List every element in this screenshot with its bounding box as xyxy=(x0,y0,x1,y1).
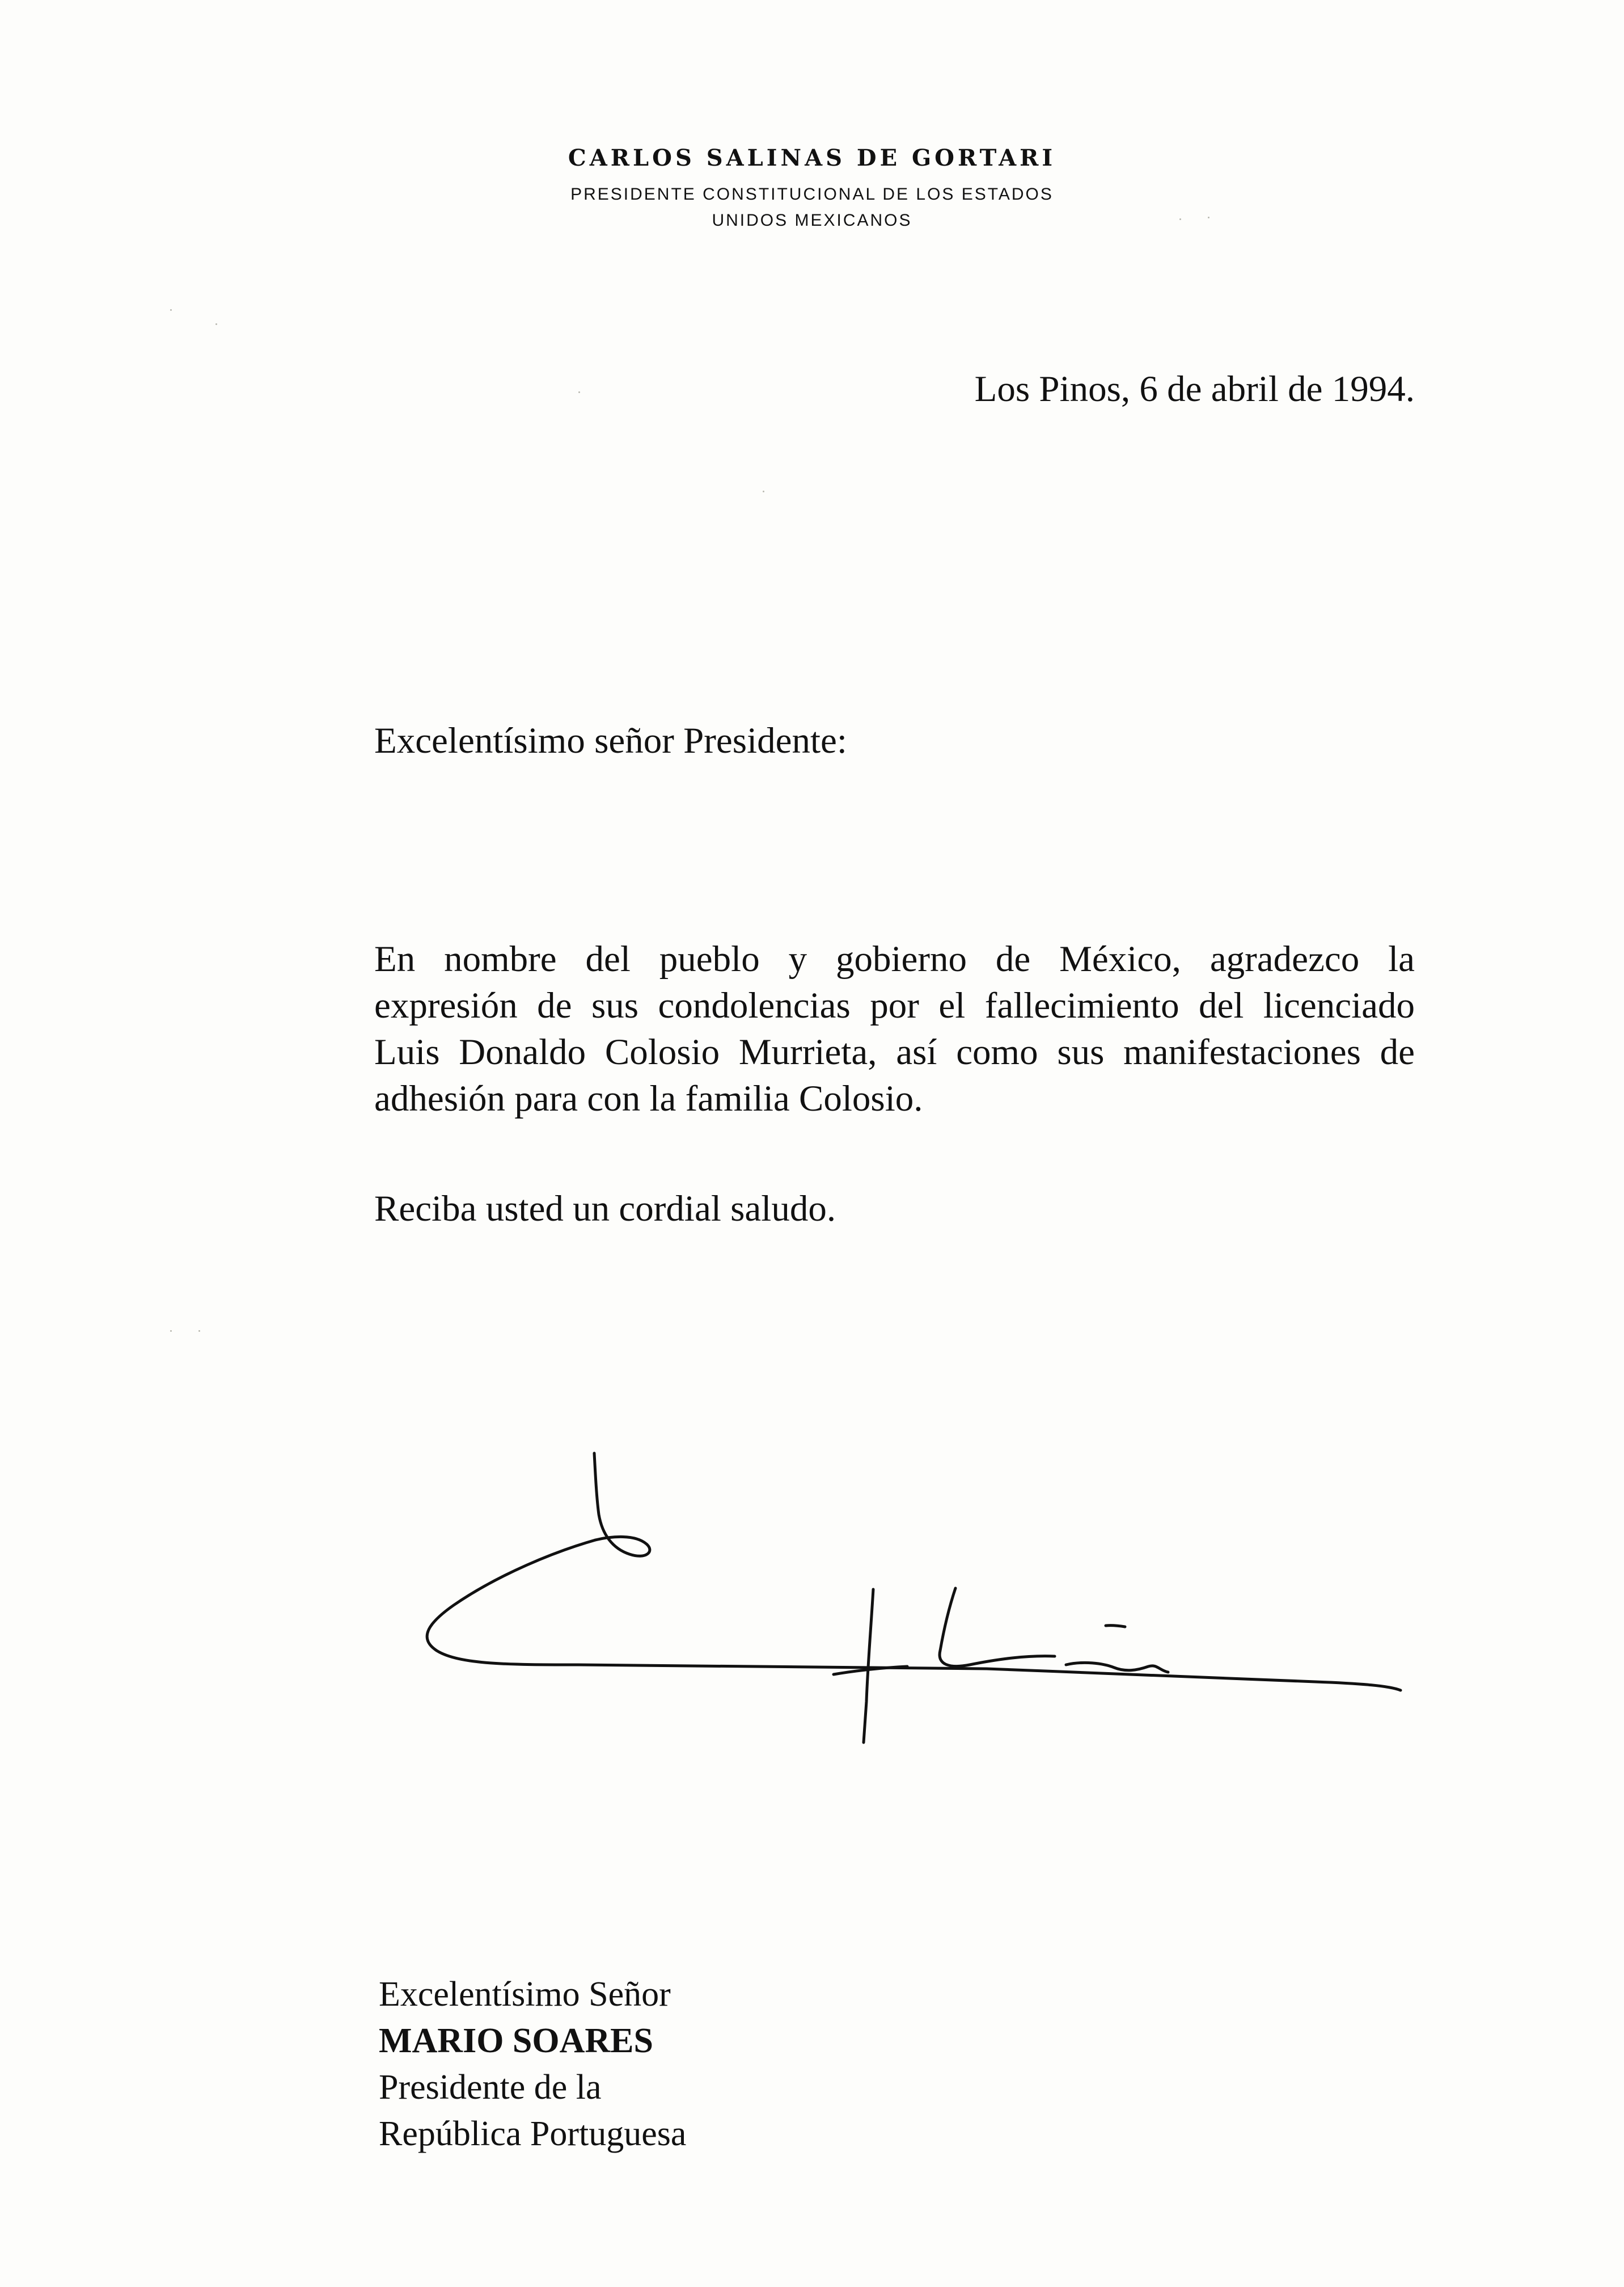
recipient-block xyxy=(379,1971,686,2157)
paper-speck xyxy=(198,1330,200,1332)
paper-speck xyxy=(170,309,172,311)
letterhead-name: CARLOS SALINAS DE GORTARI xyxy=(568,145,1056,171)
handwritten-signature xyxy=(397,1441,1418,1758)
salutation: Excelentísimo señor Presidente: xyxy=(374,720,847,761)
paper-speck xyxy=(215,323,217,325)
body-line: adhesión para con la familia Colosio. xyxy=(374,1078,923,1119)
paper-speck xyxy=(578,391,580,393)
closing-line: Reciba usted un cordial saludo. xyxy=(374,1188,836,1229)
letterhead-title-line-1: PRESIDENTE CONSTITUCIONAL DE LOS ESTADOS xyxy=(570,185,1054,204)
letterhead-title xyxy=(570,182,1054,234)
recipient-role-line-1: Presidente de la xyxy=(379,2068,602,2107)
recipient-honorific: Excelentísimo Señor xyxy=(379,1975,671,2014)
paper-speck xyxy=(1179,218,1181,220)
body-line: Luis Donaldo Colosio Murrieta, así como sus manifestaciones de xyxy=(374,1032,1415,1073)
place-date: Los Pinos, 6 de abril de 1994. xyxy=(974,369,1415,410)
recipient-role-line-2: República Portuguesa xyxy=(379,2115,687,2153)
letterhead-title-line-2: UNIDOS MEXICANOS xyxy=(712,211,912,230)
paper-speck xyxy=(1208,217,1209,218)
paper-speck xyxy=(763,491,764,492)
recipient-name: MARIO SOARES xyxy=(379,2022,654,2060)
body-line: expresión de sus condolencias por el fallecimiento del licenciado xyxy=(374,985,1415,1026)
body-line: En nombre del pueblo y gobierno de México, agradezco la xyxy=(374,939,1415,980)
paper-speck xyxy=(170,1330,172,1332)
body-paragraph xyxy=(374,936,1415,1122)
